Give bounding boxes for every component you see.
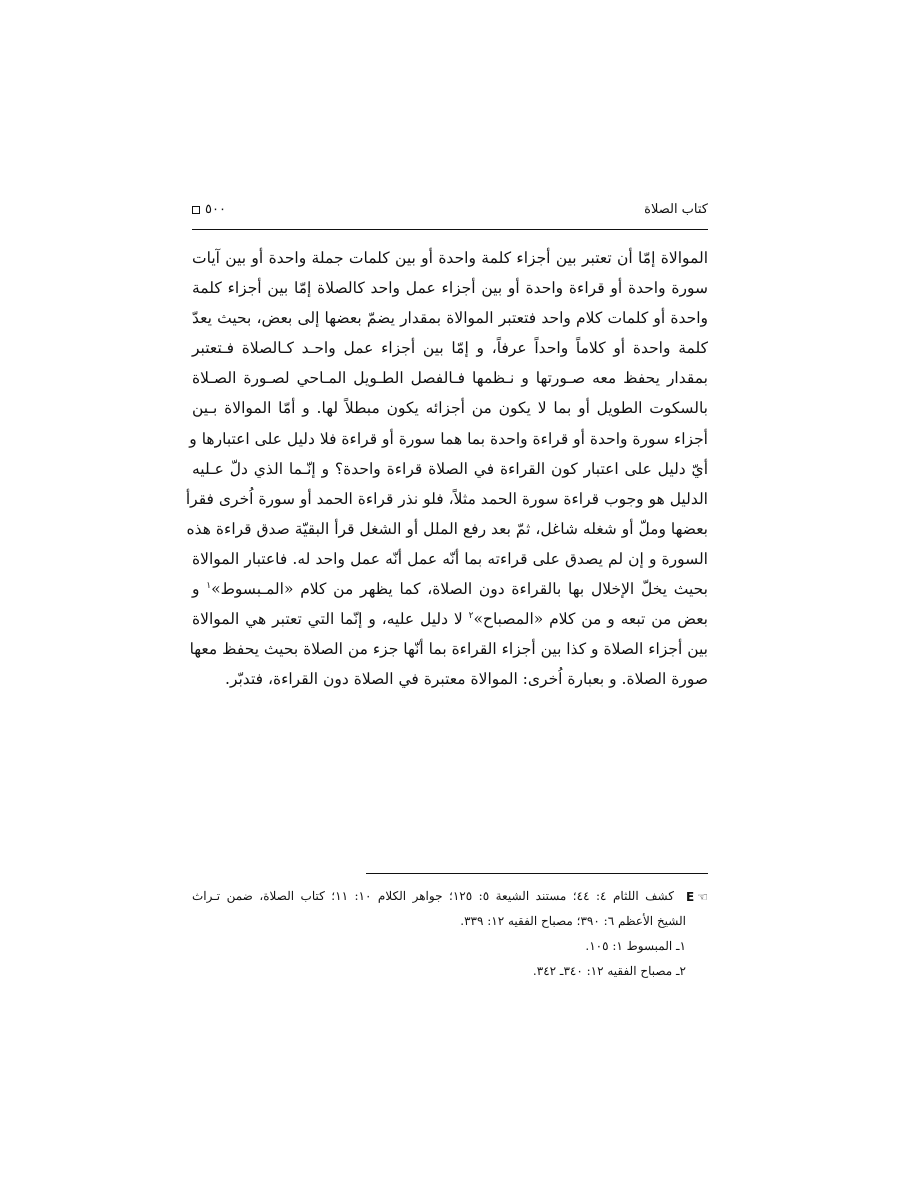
text-line: بالسكوت الطويل أو بما لا يكون من أجزائه يكون مبطلاً لها. و أمّا الموالاة بـين [192,399,708,418]
sources-line: كشف اللثام ٤: ٤٤؛ مستند الشيعة ٥: ١٢٥؛ جواهر الكلام ١٠: ١١؛ كتاب الصلاة، ضمن تـراث [192,889,674,903]
text-segment: بحيث يخلّ الإخلال بها بالقراءة دون الصلاة، كما يظهر من كلام «المـبسوط» [211,580,708,599]
text-line: بين أجزاء الصلاة و كذا بين أجزاء القراءة بما أنّها جزء من الصلاة بحيث يحفظ معها [189,640,708,659]
footnotes [192,884,708,984]
text-line: بعضها وملّ أو شغله شاغل، ثمّ بعد رفع الملل أو الشغل قرأ البقيّة صدق قراءة هذه [186,519,708,538]
source-letter-icon: E [686,889,695,904]
page-number-group [192,202,226,217]
text-line: سورة واحدة أو قراءة واحدة أو بين أجزاء عمل واحد كالصلاة إمّا بين أجزاء كلمة [192,279,708,298]
square-outline-icon [192,206,200,214]
footnote-ref-2: ٢ [468,610,474,621]
text-line: الدليل هو وجوب قراءة سورة الحمد مثلاً، فلو نذر قراءة الحمد أو سورة اُخرى فقرأ [185,489,708,508]
footnote-2: ٢ـ مصباح الفقيه ١٢: ٣٤٠ـ ٣٤٢. [532,964,686,978]
text-line: كلمة واحدة أو كلاماً واحداً عرفاً، و إمّا بين أجزاء عمل واحـد كـالصلاة فـتعتبر [192,339,708,358]
sources-note [192,884,708,909]
pointing-hand-icon: ☜ [697,889,708,904]
sources-line: الشيخ الأعظم ٦: ٣٩٠؛ مصباح الفقيه ١٢: ٣٣٩. [460,914,686,928]
text-line-with-footnote-2 [192,604,708,634]
text-line: السورة و إن لم يصدق على قراءته بما أنّه عمل أنّه عمل واحد له. فاعتبار الموالاة [192,549,708,568]
main-text [185,243,708,694]
text-line: أيّ دليل على اعتبار كون القراءة في الصلاة قراءة واحدة؟ و إنّـما الذي دلّ عـليه [192,459,708,478]
source-markers [686,884,708,909]
footnote-ref-1: ١ [206,580,212,591]
book-title: كتاب الصلاة [644,202,708,217]
text-line: بمقدار يحفظ معه صـورتها و نـظمها فـالفصل الطـويل المـاحي لصـورة الصـلاة [192,369,708,388]
page-header [192,200,708,224]
text-segment: و [192,580,207,599]
text-line: واحدة أو كلمات كلام واحد فتعتبر الموالاة بمقدار يضمّ بعضها إلى بعض، بحيث يعدّ [192,309,708,328]
text-line-last: صورة الصلاة. و بعبارة اُخرى: الموالاة معتبرة في الصلاة دون القراءة، فتدبّر. [225,670,708,689]
text-segment: بعض من تبعه و من كلام «المصباح» [473,610,708,629]
text-segment: لا دليل عليه، و إنّما التي تعتبر هي الموالاة [192,610,469,629]
footnote-divider [366,873,708,874]
text-line: الموالاة إمّا أن تعتبر بين أجزاء كلمة واحدة أو بين كلمات جملة واحدة أو بين آيات [192,249,708,267]
footnote-1: ١ـ المبسوط ١: ١٠٥. [585,939,686,953]
text-line: أجزاء سورة واحدة أو قراءة واحدة بما هما سورة أو قراءة فلا دليل على اعتبارها و [189,429,708,448]
page-number: ٥٠٠ [205,202,226,217]
text-line-with-footnote-1 [192,574,708,604]
header-divider [192,229,708,230]
